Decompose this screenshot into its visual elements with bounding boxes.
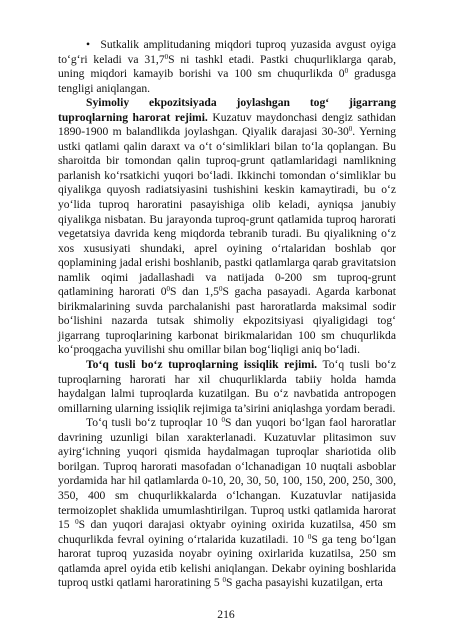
page-body [58, 38, 396, 591]
section-heading-north-slope: Syimoliy ekpozitsiyada joylashgan tog‘ jigarrang tuproqlarning harorat rejimi. [58, 96, 396, 124]
paragraph-2: Syimoliy ekpozitsiyada joylashgan tog‘ jigarrang tuproqlarning harorat rejimi. Kuzatuv maydonchasi dengiz sathidan 1890-1900 m balandlikda joylashgan. Qiyalik darajasi $30-30^0$. Yerning ustki qatlami qalin daraxt va o‘t o‘simliklari bilan to‘la qoplangan. Bu sharoitda bir tomondan qalin tuproq-grunt qatlamlaridagi namlikning parlanish ko‘rsatkichi yuqori bo‘ladi. Ikkinchi tomondan o‘simliklar bu qiyalikga quyosh radiatsiyasini tushishini keskin kamaytiradi, bu o‘z yo‘lida tuproq haroratini pasayishiga olib keladi, ayniqsa janubiy qiyalikga nisbatan. Bu jarayonda tuproq-grunt qatlamida tuproq harorati vegetatsiya davrida keng miqdorda tebranib turadi. Bu qiyalikning o‘z xos xususiyati shundaki, aprel oyining o‘rtalaridan boshlab qor qoplamining jadal erishi boshlanib, pastki qatlamlarga qarab gravitatsion namlik oqimi jadallashadi va natijada 0-200 sm tuproq-grunt qatlamining harorati $0^0S$ dan $1,5^0S$ gacha pasayadi. Agarda karbonat birikmalarining suvda parchalanishi past haroratlarda maksimal sodir bo‘lishini nazarda tutsak shimoliy ekpozitsiyasi qiyaligidagi tog‘ jigarrang tuproqlarining karbonat birikmalaridan 100 sm chuqurlikda ko‘proqgacha yuvilishi shu omillar bilan bog‘liqligi aniq bo‘ladi. [58, 96, 397, 357]
paragraph-1: • Sutkalik amplitudaning miqdori tuproq yuzasida avgust oyiga to‘g‘ri keladi va 31,7$^0$S ni tashkl etadi. Pastki chuqurliklarga qarab, uning miqdori kamayib borishi va 100 sm chuqurlikda $0^0$ gradusga tengligi aniqlangan. [58, 38, 396, 95]
page-number: 216 [217, 608, 235, 621]
section-heading-grey-soils: To‘q tusli bo‘z tuproqlarning issiqlik rejimi. [86, 358, 318, 372]
bullet-icon: • [86, 38, 91, 51]
paragraph-3: To‘q tusli bo‘z tuproqlarning issiqlik rejimi. To‘q tusli bo‘z tuproqlarning harorati har xil chuqurliklarda tabiiy holda hamda haydalgan lalmi tuproqlarda kuzatilgan. Bu o‘z navbatida antropogen omillarning ularning issiqlik rejimiga ta’sirini aniqlashga yordam beradi. [58, 358, 396, 415]
paragraph-4: To‘q tusli bo‘z tuproqlar 10 $^0$S dan yuqori bo‘lgan faol haroratlar davrining uzunligi bilan xarakterlanadi. Kuzatuvlar plitasimon suv ayirg‘ichning yuqori qismida haydalmagan tuproqlar shariotida olib borilgan. Tuproq harorati masofadan o‘lchanadigan 10 nuqtali asboblar yordamida har hil qatlamlarda 0-10, 20, 30, 50, 100, 150, 200, 250, 300, 350, 400 sm chuqurlikkalarda o‘lchangan. Kuzatuvlar natijasida termoizoplet shaklida umumlashtirilgan. Tuproq ustki qatlamida harorat 15 $^0$S dan yuqori darajasi oktyabr oyining oxirida kuzatilsa, 450 sm chuqurlikda fevral oyining o‘rtalarida kuzatiladi. 10 $^0$S ga teng bo‘lgan harorat tuproq yuzasida noyabr oyining oxirlarida kuzatilsa, 250 sm qatlamda aprel oyida etib kelishi aniqlangan. Dekabr oyining boshlarida tuproq ustki qatlami haroratining 5 $^0$S gacha pasayishi kuzatilgan, erta [58, 416, 396, 590]
